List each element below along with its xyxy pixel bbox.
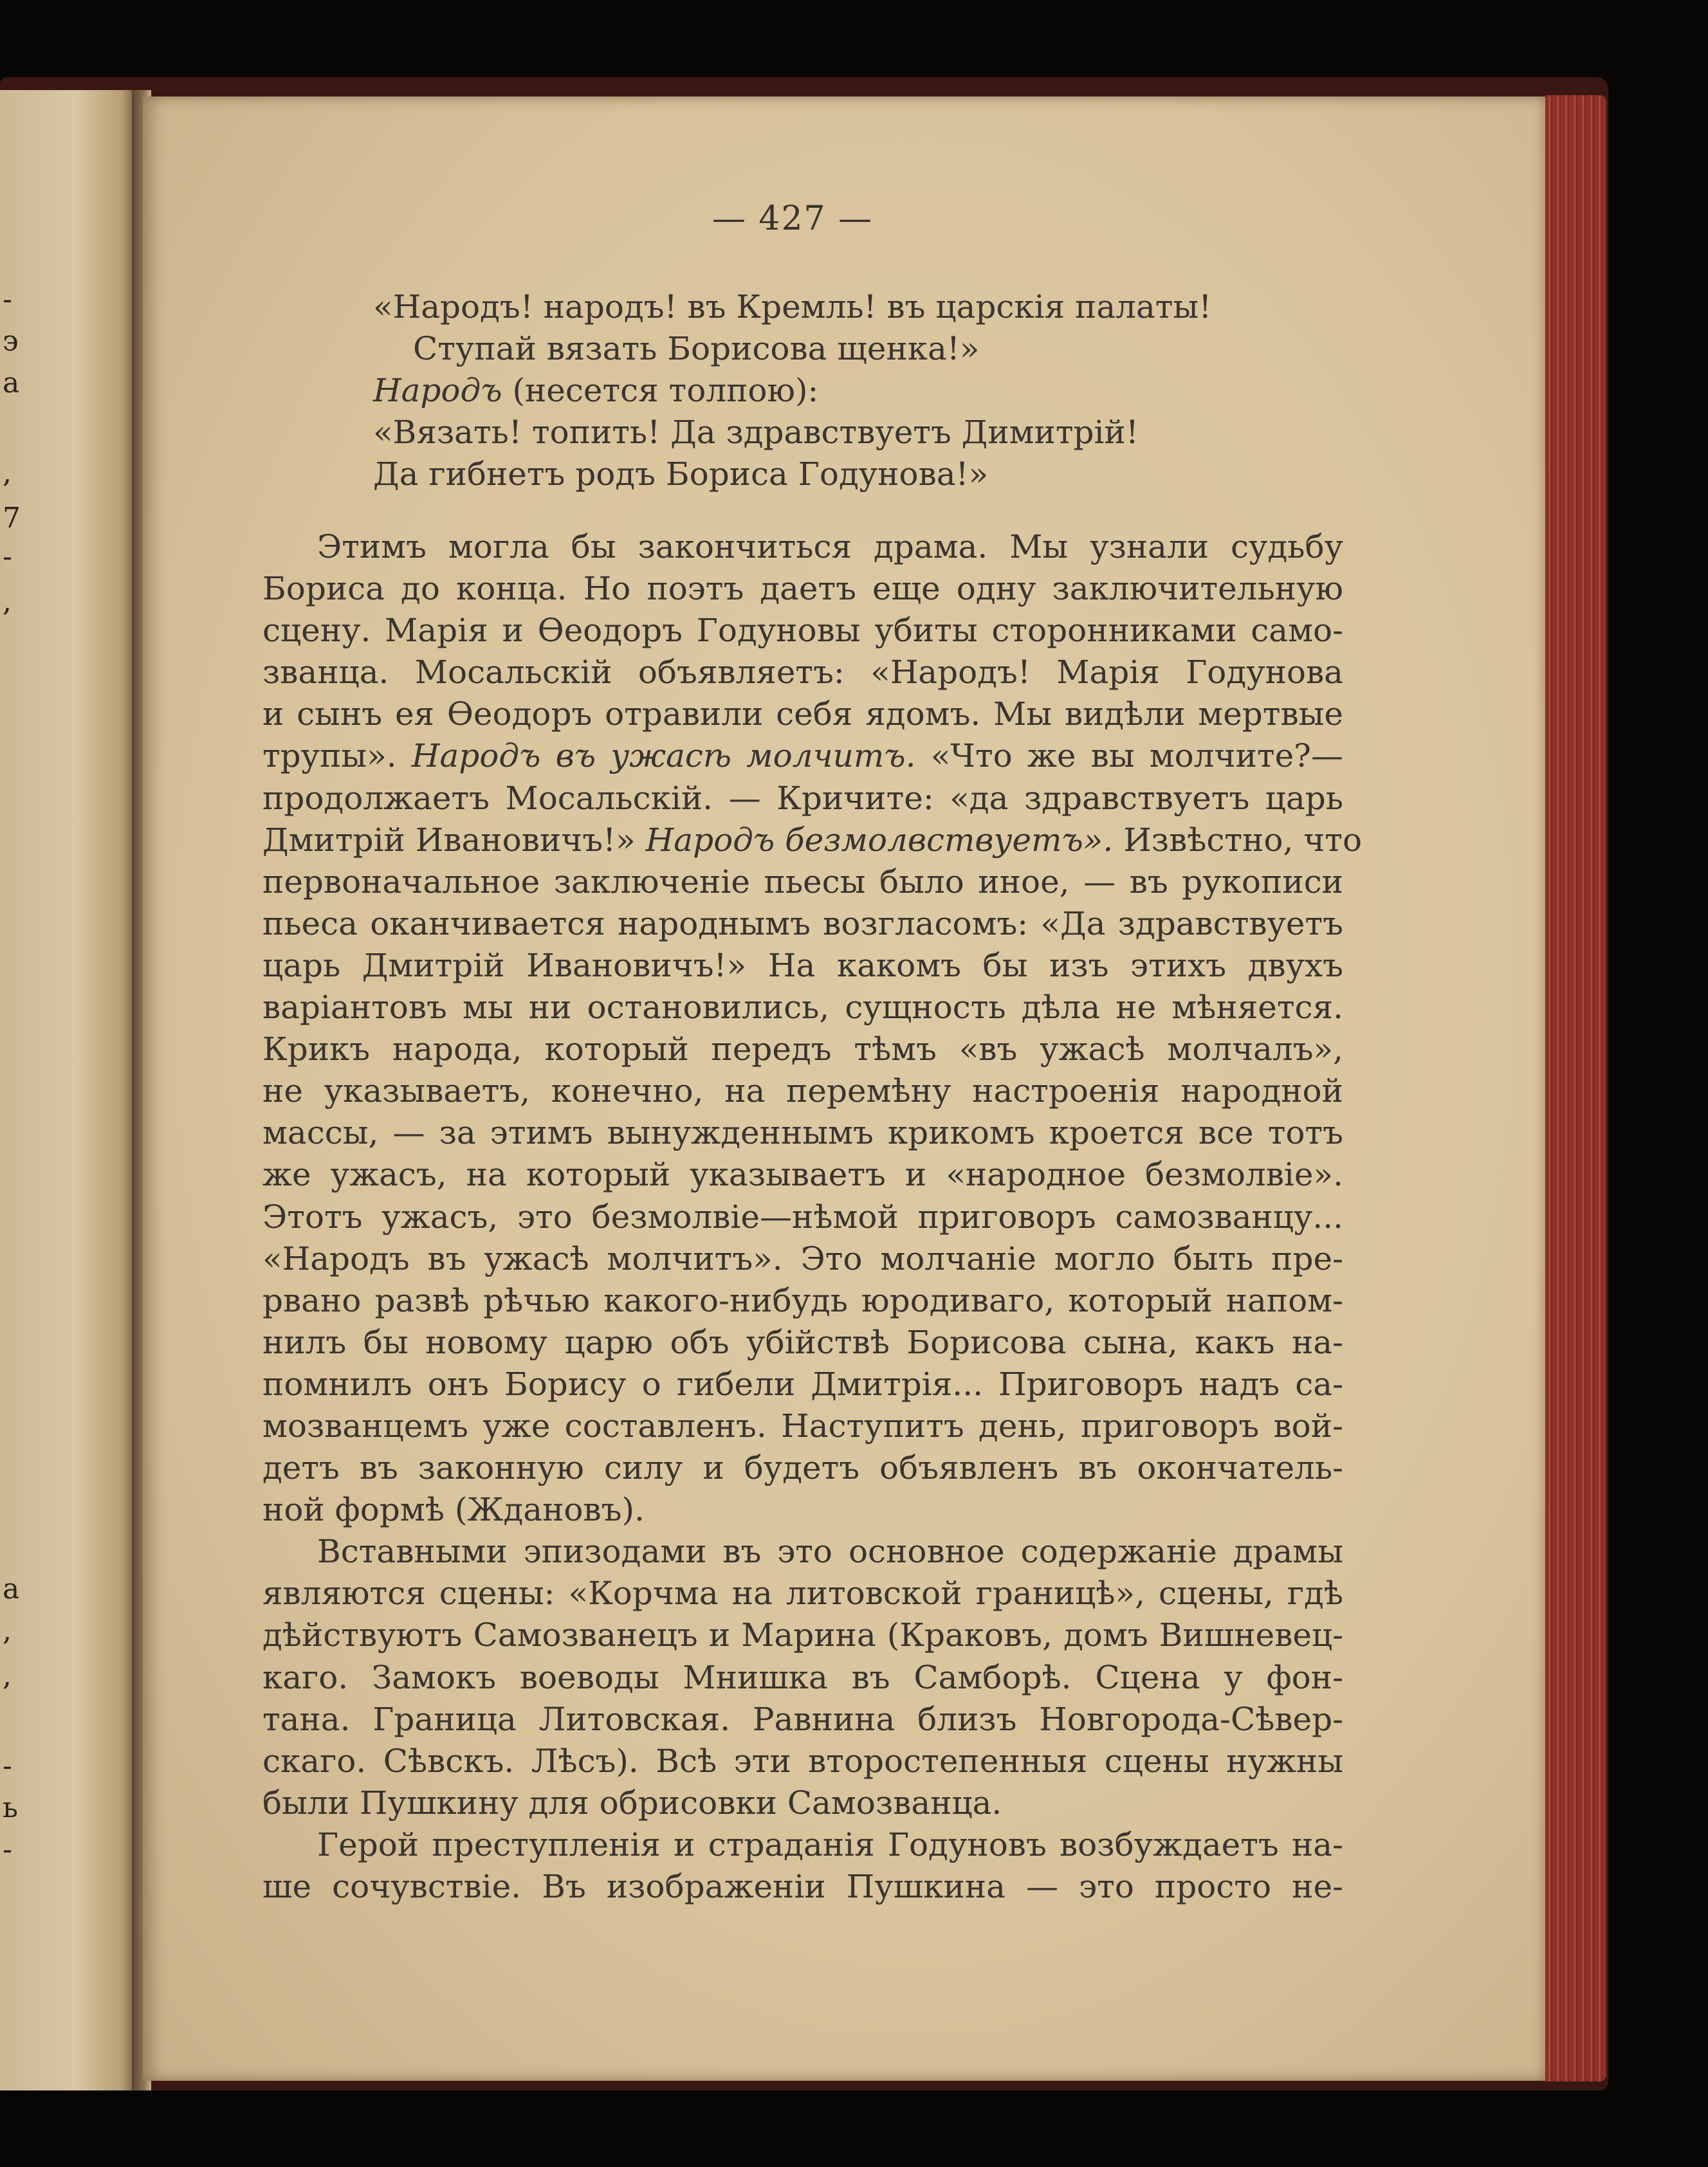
edge-char: - — [3, 540, 12, 573]
italic-stage-direction: Народъ безмолвствуетъ». — [645, 821, 1114, 859]
edge-char: - — [3, 283, 12, 316]
text-line-mixed — [262, 819, 1363, 861]
edge-char: - — [3, 1750, 12, 1782]
text-line: же ужасъ, на который указываетъ и «народное безмолвіе». — [262, 1156, 1343, 1194]
text-line: каго. Замокъ воеводы Мнишка въ Самборѣ. Сцена у фон- — [262, 1658, 1343, 1696]
verse-speaker: Народъ — [373, 372, 502, 409]
text-line: и сынъ ея Өеодоръ отравили себя ядомъ. Мы видѣли мертвые — [262, 695, 1343, 733]
edge-char: ь — [3, 1791, 18, 1824]
text-line: мозванцемъ уже составленъ. Наступитъ день, приговоръ вой- — [262, 1407, 1343, 1445]
edge-char: э — [3, 325, 19, 358]
text-line: являются сцены: «Корчма на литовской границѣ», сцены, гдѣ — [262, 1575, 1343, 1613]
text-line: скаго. Сѣвскъ. Лѣсъ). Всѣ эти второстепенныя сцены нужны — [262, 1742, 1343, 1780]
verse-line: «Вязать! топить! Да здравствуетъ Димитрій! — [373, 414, 1139, 451]
edge-char: , — [3, 585, 12, 618]
text-line: Этимъ могла бы закончиться драма. Мы узнали судьбу — [317, 528, 1343, 565]
page-block-edge — [1545, 95, 1606, 2081]
text-line: помнилъ онъ Борису о гибели Дмитрія... Приговоръ надъ са- — [262, 1365, 1343, 1403]
italic-stage-direction: Народъ въ ужасѣ молчитъ. — [411, 737, 916, 775]
verse-line: Ступай вязать Борисова щенка!» — [413, 330, 980, 367]
text-line: массы, — за этимъ вынужденнымъ крикомъ кроется все тотъ — [262, 1114, 1343, 1152]
text-line: сцену. Марія и Өеодоръ Годуновы убиты сторонниками само- — [262, 612, 1343, 650]
text-line: царь Дмитрій Ивановичъ!» На какомъ бы изъ этихъ двухъ — [262, 946, 1343, 984]
text-line: нилъ бы новому царю объ убійствѣ Борисова сына, какъ на- — [262, 1323, 1343, 1361]
edge-char: - — [3, 1833, 12, 1866]
text-line: дѣйствуютъ Самозванецъ и Марина (Краковъ, домъ Вишневец- — [262, 1616, 1343, 1654]
verse-line: Да гибнетъ родъ Бориса Годунова!» — [373, 455, 989, 493]
text-line: продолжаетъ Мосальскій. — Кричите: «да здравствуетъ царь — [262, 779, 1343, 817]
text-run: трупы». — [262, 737, 412, 775]
text-line: пьеса оканчивается народнымъ возгласомъ: «Да здравствуетъ — [262, 904, 1343, 942]
text-line: званца. Мосальскій объявляетъ: «Народъ! Марія Годунова — [262, 654, 1343, 691]
edge-char: , — [3, 457, 12, 489]
text-line: Бориса до конца. Но поэтъ даетъ еще одну заключительную — [262, 570, 1343, 608]
text-line: детъ въ законную силу и будетъ объявленъ въ окончатель- — [262, 1449, 1343, 1487]
text-line: ной формѣ (Ждановъ). — [262, 1491, 645, 1529]
text-line: Вставными эпизодами въ это основное содержаніе драмы — [317, 1533, 1343, 1571]
edge-char: а — [3, 1573, 20, 1605]
text-line: варіантовъ мы ни остановились, сущность дѣла не мѣняется. — [262, 989, 1343, 1027]
verse-line: «Народъ! народъ! въ Кремль! въ царскія палаты! — [373, 288, 1212, 325]
verse-quote — [373, 286, 1402, 495]
text-line: не указываетъ, конечно, на перемѣну настроенія народной — [262, 1072, 1343, 1110]
previous-page — [0, 90, 138, 2090]
previous-page-text-edge — [0, 90, 26, 2090]
text-line: Крикъ народа, который передъ тѣмъ «въ ужасѣ молчалъ», — [262, 1030, 1343, 1068]
text-line: рвано развѣ рѣчью какого-нибудь юродиваго, который напом- — [262, 1281, 1343, 1319]
body-text — [262, 526, 1363, 1908]
text-line: Герой преступленія и страданія Годуновъ возбуждаетъ на- — [317, 1825, 1343, 1863]
verse-stage-direction — [373, 370, 1402, 412]
page-number: — 427 — — [712, 199, 874, 238]
text-line: тана. Граница Литовская. Равнина близъ Новгорода-Сѣвер- — [262, 1700, 1343, 1738]
edge-char: а — [3, 367, 20, 399]
text-run: Дмитрій Ивановичъ!» — [262, 821, 646, 859]
text-line: Этотъ ужасъ, это безмолвіе—нѣмой приговоръ самозванцу... — [262, 1198, 1343, 1236]
text-run: «Что же вы молчите?— — [915, 737, 1343, 775]
text-line-mixed — [262, 735, 1343, 777]
edge-char: , — [3, 1660, 12, 1692]
edge-char: 7 — [3, 502, 21, 535]
text-line: были Пушкину для обрисовки Самозванца. — [262, 1784, 1002, 1822]
text-run: Извѣстно, что — [1113, 821, 1363, 859]
edge-char: , — [3, 1614, 12, 1647]
verse-direction: (несется толпою): — [502, 372, 819, 409]
text-line: «Народъ въ ужасѣ молчитъ». Это молчаніе могло быть пре- — [262, 1239, 1343, 1277]
text-line: первоначальное заключеніе пьесы было иное, — въ рукописи — [262, 863, 1343, 901]
text-line: ше сочувствіе. Въ изображеніи Пушкина — это просто не- — [262, 1868, 1343, 1905]
